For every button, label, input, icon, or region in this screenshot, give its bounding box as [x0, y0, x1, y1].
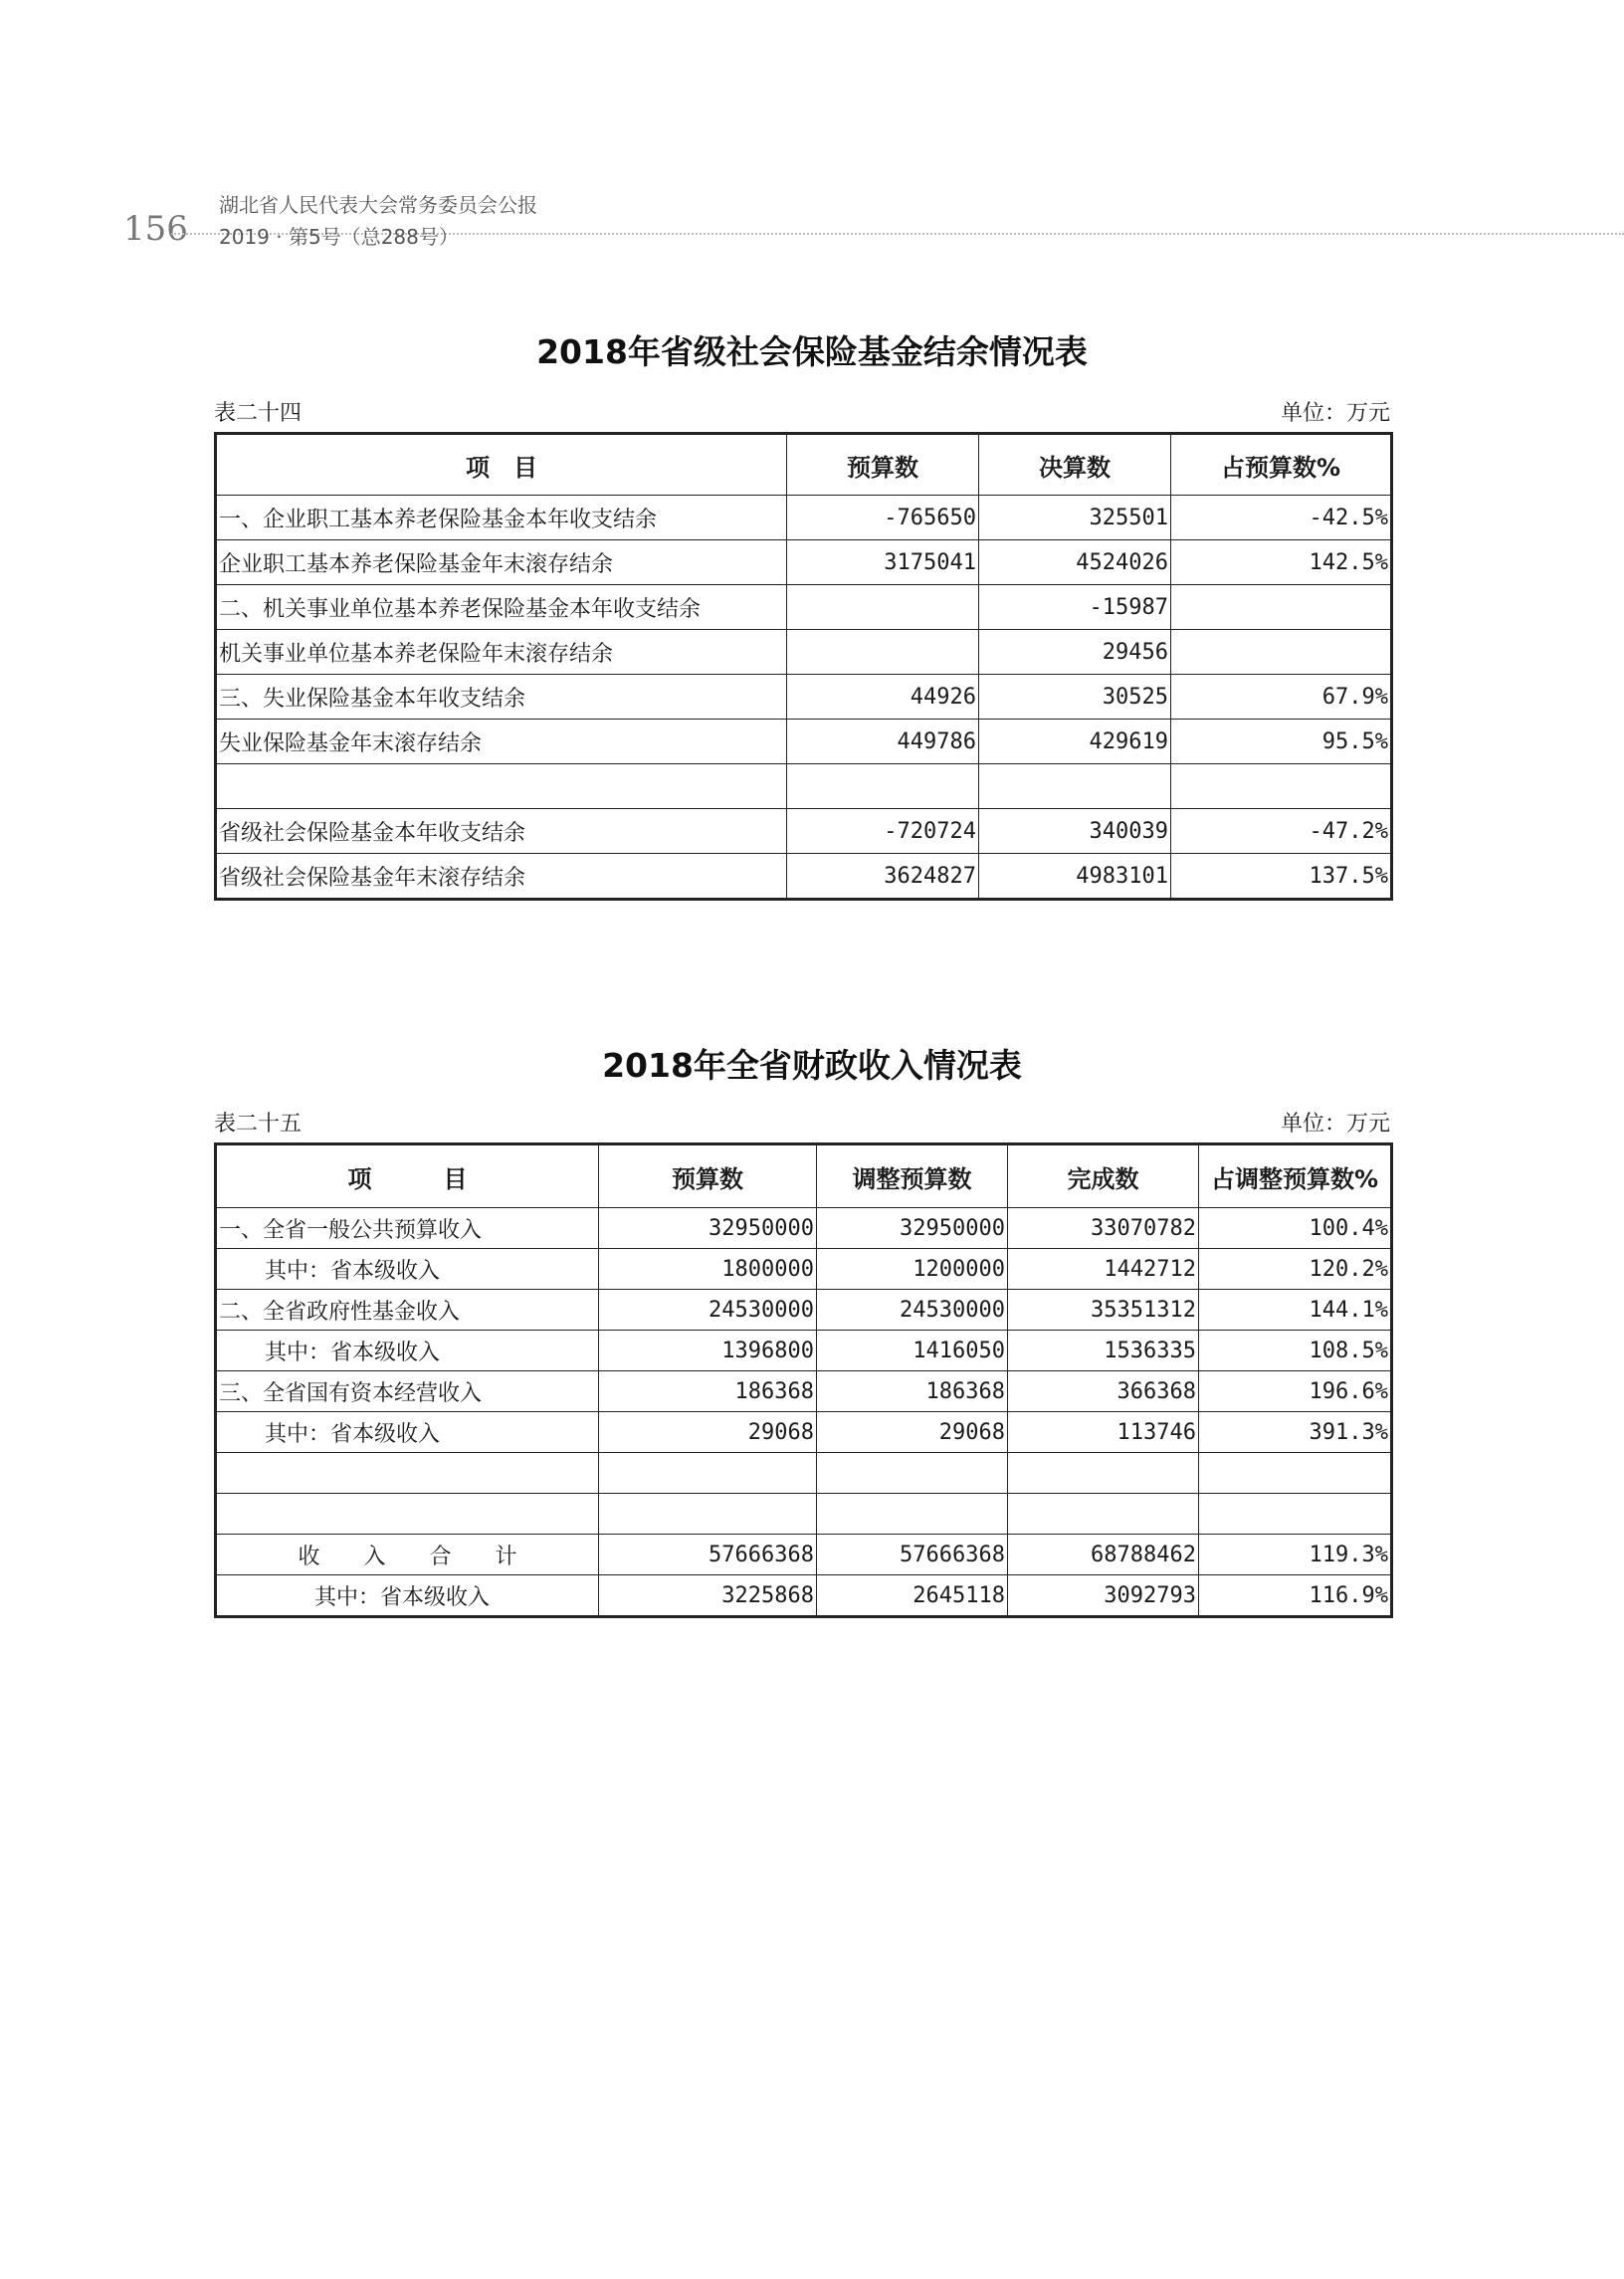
row-label: 其中：省本级收入: [216, 1249, 599, 1290]
cell-budget: 3225868: [599, 1575, 817, 1617]
table-row: [216, 1412, 1392, 1453]
cell-percent: [1199, 1494, 1392, 1535]
cell-budget: 1800000: [599, 1249, 817, 1290]
cell-budget: 29068: [599, 1412, 817, 1453]
cell-percent: 116.9%: [1199, 1575, 1392, 1617]
cell-completed: 68788462: [1008, 1535, 1199, 1575]
cell-percent: 196.6%: [1199, 1371, 1392, 1412]
cell-completed: 366368: [1008, 1371, 1199, 1412]
row-label: 二、机关事业单位基本养老保险基金本年收支结余: [216, 585, 787, 630]
table-row: [216, 675, 1392, 720]
cell-budget: 24530000: [599, 1290, 817, 1331]
cell-final: -15987: [979, 585, 1171, 630]
cell-adjusted: 2645118: [817, 1575, 1008, 1617]
cell-budget: [787, 630, 979, 675]
cell-percent: 95.5%: [1171, 720, 1392, 764]
cell-budget: [599, 1494, 817, 1535]
cell-completed: [1008, 1453, 1199, 1494]
row-label: 二、全省政府性基金收入: [216, 1290, 599, 1331]
cell-percent: [1171, 764, 1392, 809]
cell-budget: 32950000: [599, 1208, 817, 1249]
table24-meta: [214, 396, 1390, 428]
cell-completed: 3092793: [1008, 1575, 1199, 1617]
cell-completed: [1008, 1494, 1199, 1535]
cell-percent: [1171, 630, 1392, 675]
table-row-empty: [216, 764, 1392, 809]
row-label: 其中：省本级收入: [216, 1331, 599, 1371]
cell-budget: 3624827: [787, 854, 979, 900]
cell-completed: 1442712: [1008, 1249, 1199, 1290]
table25-header-row: [216, 1144, 1392, 1208]
table-row: [216, 585, 1392, 630]
issue-number: 2019 · 第5号（总288号）: [219, 225, 459, 249]
cell-adjusted: 32950000: [817, 1208, 1008, 1249]
cell-final: [979, 764, 1171, 809]
row-label: 其中：省本级收入: [216, 1575, 599, 1617]
cell-percent: 137.5%: [1171, 854, 1392, 900]
table-row: [216, 1575, 1392, 1617]
cell-final: 4524026: [979, 540, 1171, 585]
row-label: 机关事业单位基本养老保险年末滚存结余: [216, 630, 787, 675]
cell-final: 429619: [979, 720, 1171, 764]
table24-header-row: [216, 434, 1392, 496]
cell-completed: 35351312: [1008, 1290, 1199, 1331]
table25-unit: 单位：万元: [1280, 1112, 1390, 1137]
row-label: [216, 1453, 599, 1494]
cell-completed: 1536335: [1008, 1331, 1199, 1371]
table24-unit: 单位：万元: [1280, 401, 1390, 426]
table25-title: 2018年全省财政收入情况表: [602, 1046, 1022, 1085]
cell-adjusted: [817, 1453, 1008, 1494]
table-row-empty: [216, 1453, 1392, 1494]
cell-budget: -720724: [787, 809, 979, 854]
table24-header-final: 决算数: [979, 434, 1171, 496]
row-label: 其中：省本级收入: [216, 1412, 599, 1453]
cell-budget: 57666368: [599, 1535, 817, 1575]
row-label: 失业保险基金年末滚存结余: [216, 720, 787, 764]
table24-header-item: 项 目: [216, 434, 787, 496]
table-row-total: [216, 1535, 1392, 1575]
table-row-empty: [216, 1494, 1392, 1535]
row-label: 省级社会保险基金年末滚存结余: [216, 854, 787, 900]
row-label: [216, 1494, 599, 1535]
cell-completed: 113746: [1008, 1412, 1199, 1453]
table-row: [216, 496, 1392, 540]
table24: [214, 432, 1393, 901]
table-row: [216, 1290, 1392, 1331]
cell-adjusted: 186368: [817, 1371, 1008, 1412]
cell-final: 4983101: [979, 854, 1171, 900]
cell-adjusted: [817, 1494, 1008, 1535]
page-number: 156: [123, 209, 188, 249]
cell-budget: [787, 585, 979, 630]
cell-percent: 391.3%: [1199, 1412, 1392, 1453]
cell-budget: 1396800: [599, 1331, 817, 1371]
row-label: 企业职工基本养老保险基金年末滚存结余: [216, 540, 787, 585]
table-row: [216, 809, 1392, 854]
table24-header-percent: 占预算数%: [1171, 434, 1392, 496]
cell-final: 340039: [979, 809, 1171, 854]
table25: [214, 1142, 1393, 1618]
row-label: 三、失业保险基金本年收支结余: [216, 675, 787, 720]
table25-header-completed: 完成数: [1008, 1144, 1199, 1208]
table-row: [216, 1249, 1392, 1290]
table-row: [216, 630, 1392, 675]
table25-header-budget: 预算数: [599, 1144, 817, 1208]
journal-title: 湖北省人民代表大会常务委员会公报: [219, 193, 537, 217]
table24-title: 2018年省级社会保险基金结余情况表: [536, 332, 1088, 371]
cell-final: 325501: [979, 496, 1171, 540]
cell-percent: -42.5%: [1171, 496, 1392, 540]
cell-adjusted: 29068: [817, 1412, 1008, 1453]
table-row: [216, 1331, 1392, 1371]
cell-adjusted: 24530000: [817, 1290, 1008, 1331]
cell-budget: [599, 1453, 817, 1494]
cell-percent: 144.1%: [1199, 1290, 1392, 1331]
table25-header-adjusted: 调整预算数: [817, 1144, 1008, 1208]
cell-final: 30525: [979, 675, 1171, 720]
table24-label: 表二十四: [214, 401, 303, 426]
row-label: 省级社会保险基金本年收支结余: [216, 809, 787, 854]
cell-adjusted: 57666368: [817, 1535, 1008, 1575]
table24-header-budget: 预算数: [787, 434, 979, 496]
cell-percent: 119.3%: [1199, 1535, 1392, 1575]
row-label: 收 入 合 计: [216, 1535, 599, 1575]
cell-percent: 120.2%: [1199, 1249, 1392, 1290]
cell-final: 29456: [979, 630, 1171, 675]
cell-adjusted: 1416050: [817, 1331, 1008, 1371]
row-label: 一、全省一般公共预算收入: [216, 1208, 599, 1249]
cell-percent: -47.2%: [1171, 809, 1392, 854]
table25-meta: [214, 1107, 1390, 1139]
cell-adjusted: 1200000: [817, 1249, 1008, 1290]
table25-header-item: 项 目: [216, 1144, 599, 1208]
row-label: 三、全省国有资本经营收入: [216, 1371, 599, 1412]
cell-completed: 33070782: [1008, 1208, 1199, 1249]
row-label: [216, 764, 787, 809]
row-label: 一、企业职工基本养老保险基金本年收支结余: [216, 496, 787, 540]
cell-percent: [1199, 1453, 1392, 1494]
cell-budget: 44926: [787, 675, 979, 720]
cell-budget: 3175041: [787, 540, 979, 585]
cell-percent: 100.4%: [1199, 1208, 1392, 1249]
cell-percent: 108.5%: [1199, 1331, 1392, 1371]
cell-budget: [787, 764, 979, 809]
table25-header-percent: 占调整预算数%: [1199, 1144, 1392, 1208]
cell-percent: 142.5%: [1171, 540, 1392, 585]
table-row: [216, 854, 1392, 900]
table-row: [216, 540, 1392, 585]
table-row: [216, 1208, 1392, 1249]
cell-percent: [1171, 585, 1392, 630]
cell-percent: 67.9%: [1171, 675, 1392, 720]
cell-budget: 449786: [787, 720, 979, 764]
cell-budget: -765650: [787, 496, 979, 540]
table-row: [216, 1371, 1392, 1412]
table-row: [216, 720, 1392, 764]
cell-budget: 186368: [599, 1371, 817, 1412]
table25-label: 表二十五: [214, 1112, 303, 1137]
